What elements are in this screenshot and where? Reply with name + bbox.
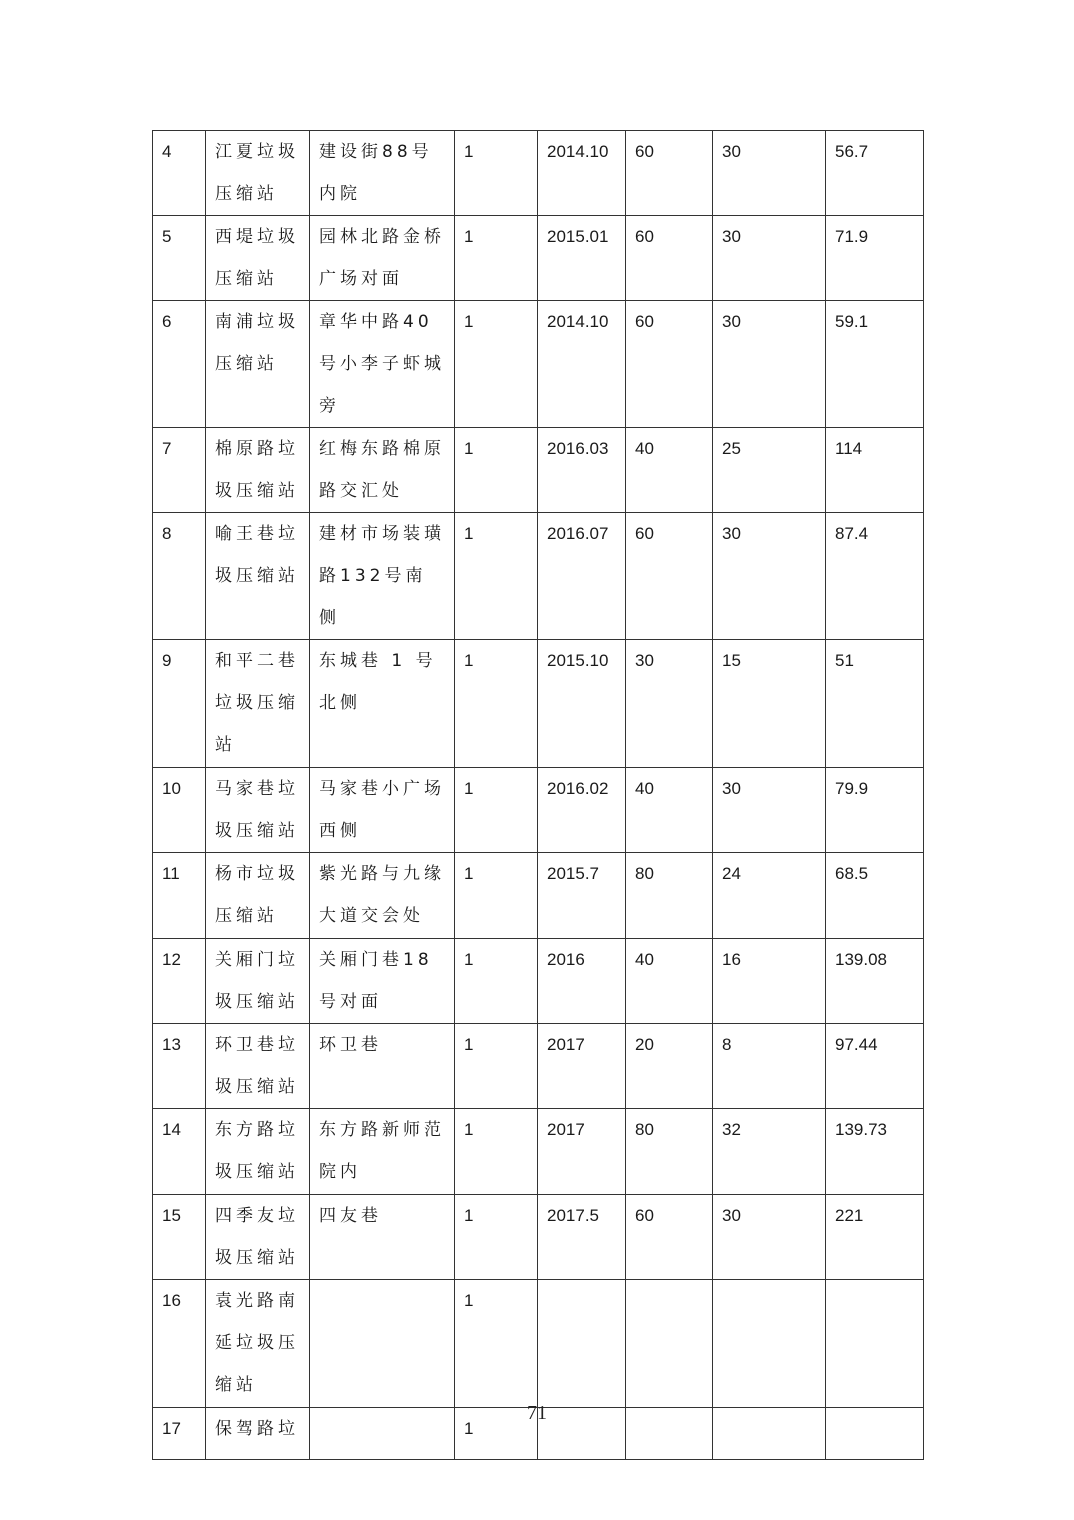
- quantity-cell: [455, 939, 538, 1024]
- row-number-cell: [153, 301, 206, 428]
- value-col2-cell: [713, 1195, 826, 1280]
- quantity-cell: [455, 131, 538, 216]
- address-text: 园林北路金桥广场对面: [319, 227, 445, 289]
- row-number-cell: [153, 853, 206, 939]
- table-row: [153, 853, 924, 939]
- value-col2-text: 30: [722, 1206, 741, 1225]
- table-row: [153, 640, 924, 768]
- value-col3-cell: [826, 1195, 924, 1280]
- address-text: 红梅东路棉原路交汇处: [319, 439, 445, 501]
- station-name-text: 南浦垃圾压缩站: [215, 312, 299, 374]
- station-name-text: 环卫巷垃圾压缩站: [215, 1035, 299, 1097]
- value-col1-cell: [626, 768, 713, 853]
- row-number-cell: [153, 131, 206, 216]
- row-number-text: 12: [162, 950, 181, 969]
- value-col2-text: 24: [722, 864, 741, 883]
- value-col3-cell: [826, 513, 924, 640]
- address-cell: [310, 1109, 455, 1195]
- station-name-cell: [206, 131, 310, 216]
- address-cell: [310, 1195, 455, 1280]
- table-row: [153, 216, 924, 301]
- quantity-cell: [455, 853, 538, 939]
- quantity-cell: [455, 768, 538, 853]
- address-text: 建设街88号内院: [319, 142, 433, 204]
- address-cell: [310, 513, 455, 640]
- date-cell: [538, 513, 626, 640]
- address-text: 四友巷: [319, 1206, 382, 1226]
- date-cell: [538, 1195, 626, 1280]
- table-row: [153, 428, 924, 513]
- row-number-text: 9: [162, 651, 172, 670]
- value-col3-cell: [826, 216, 924, 301]
- value-col2-text: 30: [722, 142, 741, 161]
- table-row: [153, 1024, 924, 1109]
- table-row: [153, 1109, 924, 1195]
- value-col1-cell: [626, 301, 713, 428]
- address-cell: [310, 1280, 455, 1408]
- quantity-text: 1: [464, 1291, 474, 1310]
- address-text: 紫光路与九缘大道交会处: [319, 864, 445, 926]
- quantity-cell: [455, 1109, 538, 1195]
- address-cell: [310, 640, 455, 768]
- value-col1-text: 40: [635, 439, 654, 458]
- station-name-text: 东方路垃圾压缩站: [215, 1120, 299, 1182]
- date-text: 2014.10: [547, 312, 609, 331]
- address-text: 建材市场装璜路132号南侧: [319, 524, 445, 628]
- row-number-cell: [153, 513, 206, 640]
- value-col2-cell: [713, 1109, 826, 1195]
- value-col2-cell: [713, 768, 826, 853]
- value-col1-text: 60: [635, 312, 654, 331]
- value-col3-text: 114: [835, 439, 863, 458]
- date-text: 2014.10: [547, 142, 609, 161]
- date-cell: [538, 216, 626, 301]
- date-text: 2016.03: [547, 439, 609, 458]
- quantity-text: 1: [464, 524, 474, 543]
- value-col3-text: 51: [835, 651, 854, 670]
- value-col3-cell: [826, 131, 924, 216]
- quantity-text: 1: [464, 864, 474, 883]
- value-col3-text: 71.9: [835, 227, 869, 246]
- value-col3-cell: [826, 1024, 924, 1109]
- value-col3-cell: [826, 640, 924, 768]
- quantity-cell: [455, 1024, 538, 1109]
- row-number-cell: [153, 428, 206, 513]
- table-row: [153, 513, 924, 640]
- quantity-text: 1: [464, 950, 474, 969]
- quantity-cell: [455, 216, 538, 301]
- value-col1-text: 60: [635, 524, 654, 543]
- quantity-cell: [455, 640, 538, 768]
- date-text: 2017: [547, 1035, 585, 1054]
- station-name-cell: [206, 939, 310, 1024]
- row-number-cell: [153, 640, 206, 768]
- quantity-cell: [455, 428, 538, 513]
- value-col1-cell: [626, 1195, 713, 1280]
- address-cell: [310, 131, 455, 216]
- station-table: [152, 130, 924, 1460]
- address-cell: [310, 428, 455, 513]
- row-number-text: 5: [162, 227, 172, 246]
- station-name-cell: [206, 513, 310, 640]
- value-col1-cell: [626, 1024, 713, 1109]
- station-name-text: 马家巷垃圾压缩站: [215, 779, 299, 841]
- quantity-text: 1: [464, 1419, 474, 1438]
- quantity-text: 1: [464, 439, 474, 458]
- value-col3-text: 221: [835, 1206, 864, 1225]
- address-text: 马家巷小广场西侧: [319, 779, 445, 841]
- value-col2-text: 30: [722, 227, 741, 246]
- station-name-cell: [206, 1109, 310, 1195]
- table-row: [153, 131, 924, 216]
- station-name-text: 江夏垃圾压缩站: [215, 142, 299, 204]
- station-name-text: 杨市垃圾压缩站: [215, 864, 299, 926]
- value-col2-cell: [713, 131, 826, 216]
- value-col2-cell: [713, 1024, 826, 1109]
- value-col3-cell: [826, 301, 924, 428]
- date-text: 2015.10: [547, 651, 609, 670]
- value-col2-text: 32: [722, 1120, 741, 1139]
- date-cell: [538, 301, 626, 428]
- value-col1-cell: [626, 428, 713, 513]
- station-name-cell: [206, 1195, 310, 1280]
- station-name-cell: [206, 768, 310, 853]
- value-col2-text: 15: [722, 651, 741, 670]
- date-text: 2016: [547, 950, 585, 969]
- value-col1-cell: [626, 1280, 713, 1408]
- value-col2-text: 30: [722, 312, 741, 331]
- value-col1-text: 40: [635, 950, 654, 969]
- quantity-text: 1: [464, 651, 474, 670]
- value-col1-cell: [626, 131, 713, 216]
- quantity-text: 1: [464, 312, 474, 331]
- value-col2-cell: [713, 216, 826, 301]
- quantity-text: 1: [464, 1035, 474, 1054]
- row-number-text: 10: [162, 779, 181, 798]
- station-name-cell: [206, 640, 310, 768]
- quantity-text: 1: [464, 1206, 474, 1225]
- value-col3-text: 56.7: [835, 142, 869, 161]
- address-cell: [310, 1024, 455, 1109]
- value-col1-text: 40: [635, 779, 654, 798]
- value-col1-text: 80: [635, 1120, 654, 1139]
- station-name-cell: [206, 1024, 310, 1109]
- row-number-text: 17: [162, 1419, 181, 1438]
- table-row: [153, 1280, 924, 1408]
- address-text: 章华中路40号小李子虾城旁: [319, 312, 445, 416]
- row-number-text: 8: [162, 524, 172, 543]
- date-text: 2017: [547, 1120, 585, 1139]
- date-cell: [538, 1280, 626, 1408]
- row-number-text: 16: [162, 1291, 181, 1310]
- row-number-text: 7: [162, 439, 172, 458]
- value-col2-text: 25: [722, 439, 741, 458]
- row-number-cell: [153, 1109, 206, 1195]
- station-name-cell: [206, 853, 310, 939]
- row-number-text: 4: [162, 142, 172, 161]
- quantity-text: 1: [464, 1120, 474, 1139]
- value-col2-cell: [713, 640, 826, 768]
- row-number-text: 13: [162, 1035, 181, 1054]
- value-col1-cell: [626, 853, 713, 939]
- station-name-cell: [206, 428, 310, 513]
- value-col2-cell: [713, 853, 826, 939]
- row-number-cell: [153, 768, 206, 853]
- value-col3-cell: [826, 939, 924, 1024]
- row-number-cell: [153, 939, 206, 1024]
- table-row: [153, 768, 924, 853]
- station-name-cell: [206, 216, 310, 301]
- table-row: [153, 1195, 924, 1280]
- quantity-cell: [455, 301, 538, 428]
- quantity-text: 1: [464, 779, 474, 798]
- address-cell: [310, 301, 455, 428]
- date-cell: [538, 640, 626, 768]
- value-col2-cell: [713, 513, 826, 640]
- value-col2-cell: [713, 301, 826, 428]
- row-number-cell: [153, 1280, 206, 1408]
- row-number-cell: [153, 1195, 206, 1280]
- value-col3-cell: [826, 1280, 924, 1408]
- quantity-cell: [455, 513, 538, 640]
- row-number-text: 15: [162, 1206, 181, 1225]
- quantity-cell: [455, 1280, 538, 1408]
- address-cell: [310, 768, 455, 853]
- value-col3-text: 97.44: [835, 1035, 878, 1054]
- station-name-text: 袁光路南延垃圾压缩站: [215, 1291, 299, 1395]
- value-col1-text: 80: [635, 864, 654, 883]
- value-col1-text: 20: [635, 1035, 654, 1054]
- value-col1-text: 30: [635, 651, 654, 670]
- quantity-text: 1: [464, 227, 474, 246]
- value-col3-cell: [826, 1109, 924, 1195]
- station-name-text: 保驾路垃: [215, 1419, 299, 1439]
- value-col3-text: 139.73: [835, 1120, 887, 1139]
- date-text: 2016.07: [547, 524, 609, 543]
- date-cell: [538, 939, 626, 1024]
- value-col2-cell: [713, 428, 826, 513]
- value-col1-text: 60: [635, 1206, 654, 1225]
- value-col1-cell: [626, 640, 713, 768]
- value-col2-text: 16: [722, 950, 741, 969]
- quantity-cell: [455, 1195, 538, 1280]
- row-number-text: 14: [162, 1120, 181, 1139]
- station-name-text: 喻王巷垃圾压缩站: [215, 524, 299, 586]
- row-number-text: 6: [162, 312, 172, 331]
- date-cell: [538, 1109, 626, 1195]
- value-col1-cell: [626, 513, 713, 640]
- value-col2-text: 8: [722, 1035, 732, 1054]
- value-col2-cell: [713, 939, 826, 1024]
- station-name-text: 西堤垃圾压缩站: [215, 227, 299, 289]
- date-cell: [538, 428, 626, 513]
- value-col2-text: 30: [722, 524, 741, 543]
- date-text: 2015.7: [547, 864, 599, 883]
- value-col1-cell: [626, 216, 713, 301]
- value-col3-cell: [826, 768, 924, 853]
- value-col3-text: 139.08: [835, 950, 887, 969]
- row-number-cell: [153, 1024, 206, 1109]
- page-number: 71: [527, 1402, 547, 1424]
- table-row: [153, 301, 924, 428]
- address-text: 东方路新师范院内: [319, 1120, 445, 1182]
- address-text: 环卫巷: [319, 1035, 382, 1055]
- date-cell: [538, 131, 626, 216]
- address-cell: [310, 939, 455, 1024]
- date-text: 2017.5: [547, 1206, 599, 1225]
- value-col3-cell: [826, 853, 924, 939]
- value-col1-cell: [626, 1109, 713, 1195]
- station-name-cell: [206, 1280, 310, 1408]
- date-cell: [538, 1024, 626, 1109]
- station-name-text: 和平二巷垃圾压缩站: [215, 651, 299, 755]
- value-col3-text: 59.1: [835, 312, 869, 331]
- address-text: 关厢门巷18号对面: [319, 950, 433, 1012]
- row-number-cell: [153, 216, 206, 301]
- value-col1-cell: [626, 939, 713, 1024]
- station-name-cell: [206, 301, 310, 428]
- value-col3-cell: [826, 428, 924, 513]
- value-col3-text: 79.9: [835, 779, 869, 798]
- value-col2-text: 30: [722, 779, 741, 798]
- address-text: 东城巷 1 号北侧: [319, 651, 437, 713]
- value-col1-text: 60: [635, 227, 654, 246]
- date-text: 2015.01: [547, 227, 609, 246]
- quantity-text: 1: [464, 142, 474, 161]
- date-cell: [538, 853, 626, 939]
- value-col3-text: 68.5: [835, 864, 869, 883]
- value-col2-cell: [713, 1280, 826, 1408]
- station-name-text: 四季友垃圾压缩站: [215, 1206, 299, 1268]
- date-text: 2016.02: [547, 779, 609, 798]
- address-cell: [310, 853, 455, 939]
- station-name-text: 关厢门垃圾压缩站: [215, 950, 299, 1012]
- row-number-text: 11: [162, 864, 180, 883]
- date-cell: [538, 768, 626, 853]
- table-row: [153, 939, 924, 1024]
- address-cell: [310, 216, 455, 301]
- table-body: [153, 131, 924, 1460]
- station-name-text: 棉原路垃圾压缩站: [215, 439, 299, 501]
- value-col1-text: 60: [635, 142, 654, 161]
- value-col3-text: 87.4: [835, 524, 869, 543]
